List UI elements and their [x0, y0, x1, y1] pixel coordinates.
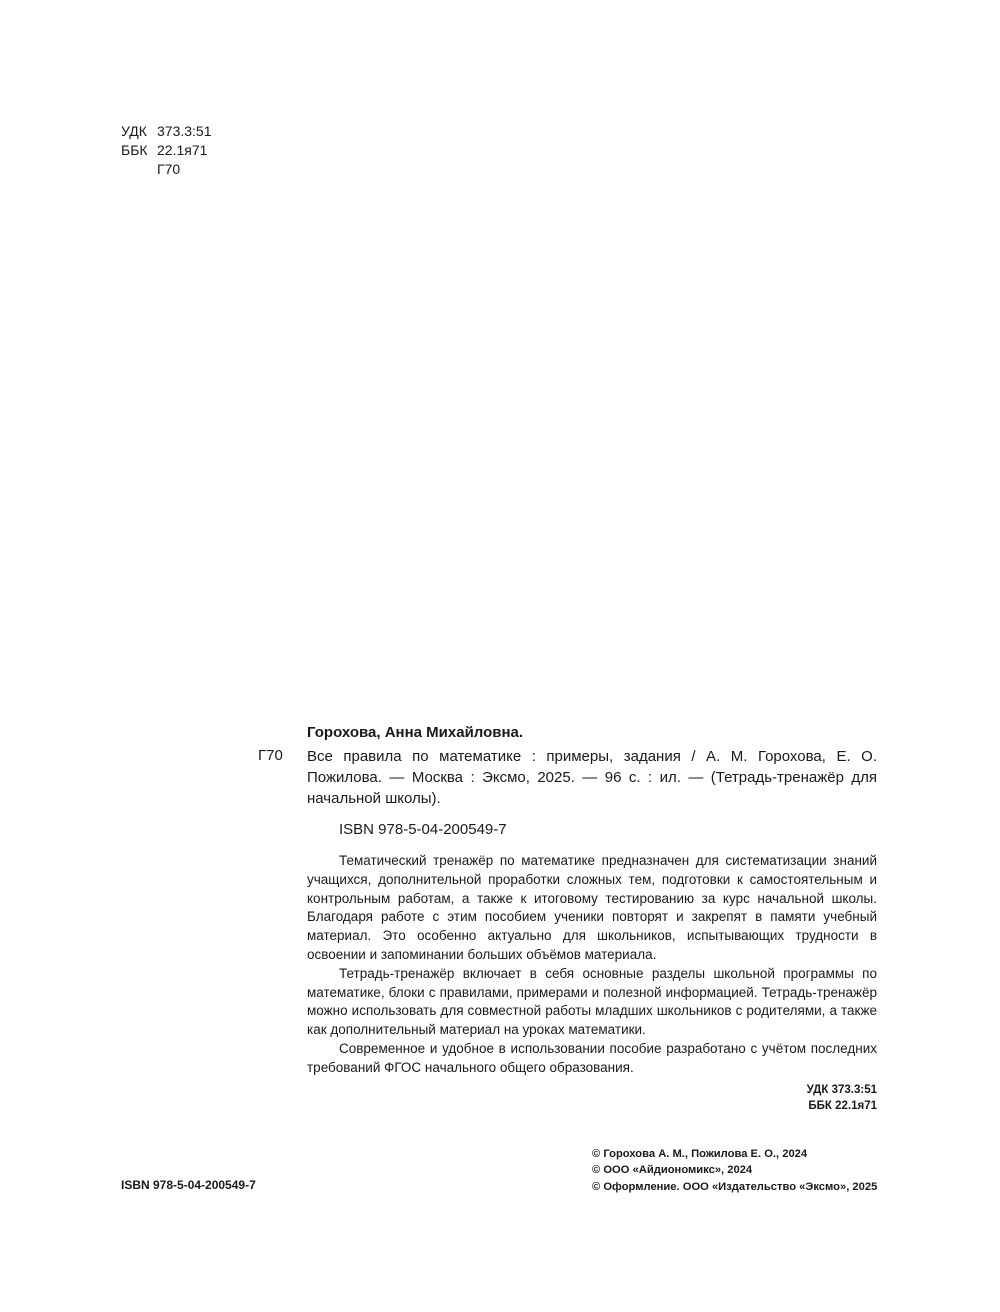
bbk-value: 22.1я71 — [157, 142, 208, 158]
copyright-line: © ООО «Айдиономикс», 2024 — [592, 1164, 753, 1177]
abstract — [307, 852, 877, 1078]
classification-block — [121, 122, 212, 179]
udk-value: 373.3:51 — [157, 123, 212, 139]
copyright-line: © Оформление. ООО «Издательство «Эксмо», 2025 — [592, 1180, 878, 1193]
udk-label: УДК — [121, 123, 147, 139]
copyright-block — [592, 1146, 877, 1195]
udk-line — [121, 122, 212, 141]
footer-bbk: ББК 22.1я71 — [808, 1100, 877, 1112]
footer-isbn: ISBN 978-5-04-200549-7 — [121, 1178, 256, 1192]
copyright-line: © Горохова А. М., Пожилова Е. О., 2024 — [592, 1148, 808, 1160]
entry-author-mark: Г70 — [258, 747, 283, 764]
bibliographic-description: Все правила по математике : примеры, задания / А. М. Горохова, Е. О. Пожилова. — Москва : Эксмо, 2025. — 96 с. : ил. — (Тетрадь-тренажёр для начальной школы). — [307, 748, 877, 807]
author-mark-top: Г70 — [157, 161, 181, 177]
bibliographic-entry — [307, 722, 877, 1078]
footer-udk: УДК 373.3:51 — [806, 1084, 877, 1096]
abstract-paragraph: Тетрадь-тренажёр включает в себя основные разделы школьной программы по математике, блоки с правилами, примерами и полезной информацией. Тетрадь-тренажёр можно использовать для совместной работы младших школьников с родителями, а также как дополнительный материал на уроках математики. — [307, 965, 877, 1038]
author-heading: Горохова, Анна Михайловна. — [307, 724, 524, 741]
footer-classification — [807, 1082, 877, 1114]
bbk-label: ББК — [121, 142, 148, 158]
abstract-paragraph: Современное и удобное в использовании пособие разработано с учётом последних требований ФГОС начального общего образования. — [307, 1040, 877, 1075]
bbk-line — [121, 141, 212, 160]
abstract-paragraph: Тематический тренажёр по математике предназначен для систематизации знаний учащихся, дополнительной проработки сложных тем, подготовки к самостоятельным и контрольным работам, а также к итоговому тестированию за курс начальной школы. Благодаря работе с этим пособием ученики повторят и закрепят в памяти учебный материал. Это особенно актуально для школьников, испытывающих трудности в освоении и запоминании больших объёмов материала. — [307, 853, 877, 962]
entry-isbn: ISBN 978-5-04-200549-7 — [339, 821, 507, 838]
